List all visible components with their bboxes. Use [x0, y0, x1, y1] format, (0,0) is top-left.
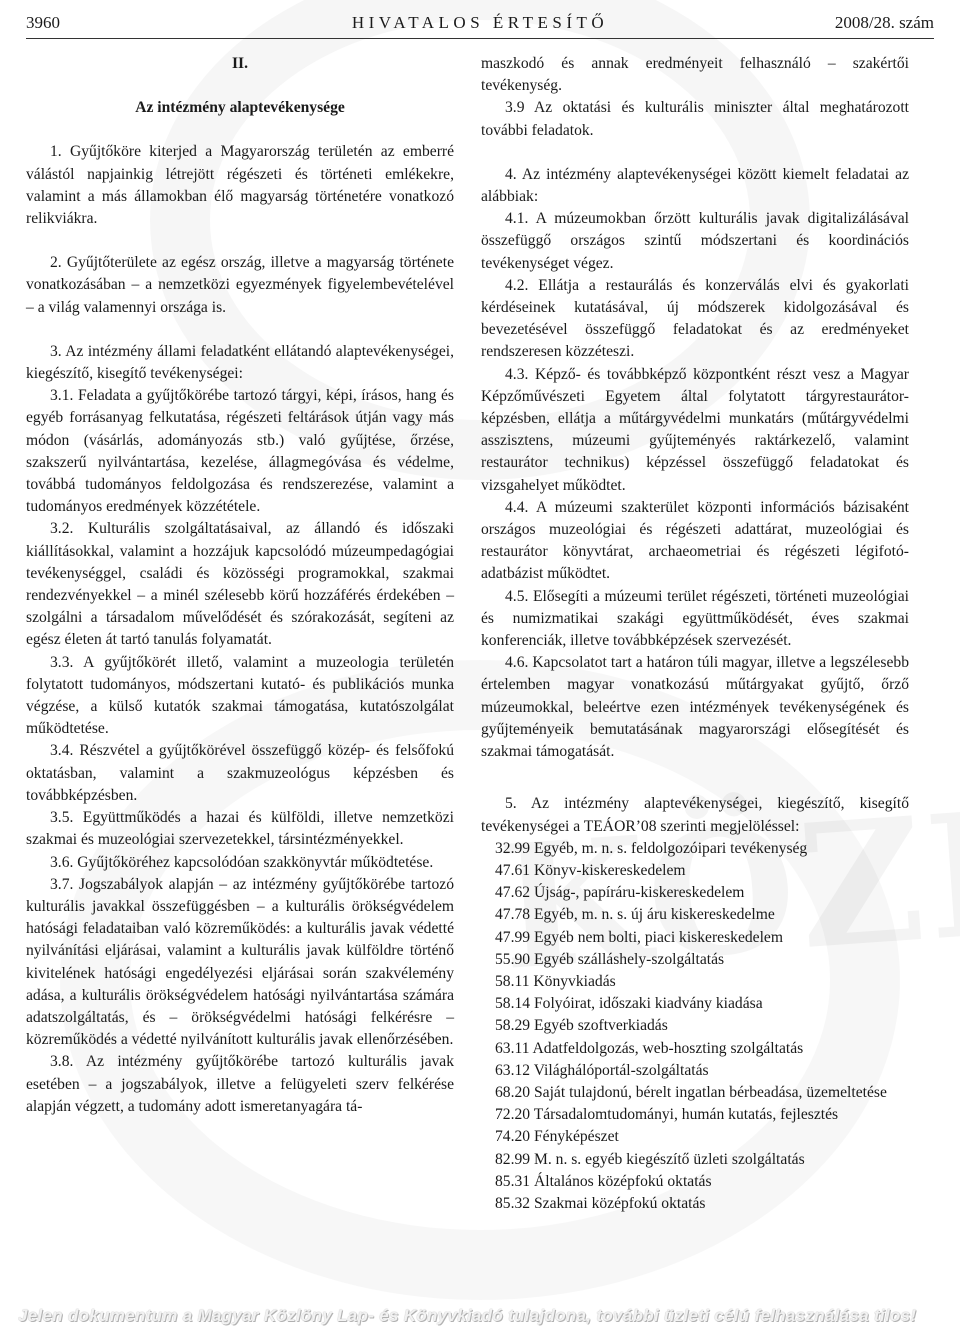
teaor-item: 32.99 Egyéb, m. n. s. feldolgozóipari tevékenység [495, 839, 808, 857]
paragraph-3-8-continued: maszkodó és annak eredményeit felhasználó – szakértői tevékenység. [481, 55, 909, 95]
paragraph-5: 5. Az intézmény alaptevékenységei, kiegészítő, kisegítő tevékenységei a TEÁOR’08 szerinti megjelöléssel: [481, 795, 909, 835]
paragraph-3-7: 3.7. Jogszabályok alapján – az intézmény gyűjtőkörébe tartozó kulturális javakkal összefüggésben – a kulturális örökségvédelem hatósági feladataiban való közreműködés: a kulturális javak védetté nyilvánítási eljárásai, valamint a kulturális javak külföldre történő kivitelének hatósági engedélyezési eljárásai során szakvélemény adása, a kulturális örökségvédelem hatósági nyilvántartása számára adatszolgáltatás, és – örökségvédelmi hatósági felkérésre – közreműködés a védetté nyilvánított kulturális javak ellenőrzésében. [26, 875, 454, 1049]
paragraph-4-3: 4.3. Képző- és továbbképző központként részt vesz a Magyar Képzőművészeti Egyetem által folytatott tárgyrestaurátor-képzésben, ellátja a műtárgyvédelmi munkatárs (műtárgyvédelmi asszisztens, múzeumi gyűjteményés raktárkezelő, valamint restaurátor technikus) képzéssel összefüggő feladatokat és vizsgahelyet működtet. [481, 365, 909, 494]
paragraph-3-2: 3.2. Kulturális szolgáltatásaival, az állandó és időszaki kiállításokkal, valamint a hozzájuk kapcsolódó múzeumpedagógiai tevékenységgel, családi és közösségi programokkal, szakmai rendezvényekkel – a minél szélesebb körű hozzáférés érdekében – szolgálni a társadalom művelődését és szórakozását, segíteni az egész életen át tartó tanulás folyamatát. [26, 520, 454, 649]
paragraph-4-6: 4.6. Kapcsolatot tart a határon túli magyar, illetve a legszélesebb értelemben magyar vonatkozású műtárgyakat gyűjtő, őrző múzeumokkal, beleértve ezen intézmények tevékenységének és gyűjteményeik bemutatásának magyarországi elősegítését és szakmai támogatását. [481, 654, 909, 761]
footer-watermark: Jelen dokumentum a Magyar Közlöny Lap- és Könyvkiadó tulajdona, további üzleti célú felhasználása tilos! [18, 1306, 917, 1325]
paragraph-3-3: 3.3. A gyűjtőkörét illető, valamint a muzeologia területén folytatott tudományos, módszertani kutató- és publikációs munka végzése, a külső kutatók szakmai támogatása, kutatószolgálat működtetése. [26, 653, 454, 738]
section-number: II. [231, 55, 249, 72]
page-number: 3960 [26, 13, 60, 32]
teaor-item: 72.20 Társadalomtudományi, humán kutatás, fejlesztés [495, 1106, 839, 1124]
paragraph-3: 3. Az intézmény állami feladatként ellátandó alaptevékenységei, kiegészítő, kisegítő tevékenységei: [26, 342, 454, 383]
issue-number: 2008/28. szám [834, 13, 934, 32]
paragraph-1: 1. Gyűjtőköre kiterjed a Magyarország területén az emberré válástól napjainkig létrejött régészeti és történeti emlékekre, valamint a más államokban élő magyarság történetére vonatkozó relikviákra. [26, 143, 454, 228]
section-title: Az intézmény alaptevékenysége [135, 99, 345, 117]
paragraph-3-1: 3.1. Feladata a gyűjtőkörébe tartozó tárgyi, képi, írásos, hang és egyéb forrásanyag felkutatása, régészeti feltárások útján vagy más módon (vásárlás, adományozás stb.) való gyűjtése, őrzése, szakszerű nyilvántartása, kezelése, állagmegóvása és védelme, továbbá tudományos feldolgozása és rendszerezése, valamint a tudományos eredmények közzététele. [26, 387, 454, 516]
teaor-item: 63.11 Adatfeldolgozás, web-hoszting szolgáltatás [495, 1039, 804, 1057]
paragraph-2: 2. Gyűjtőterülete az egész ország, illetve a magyarság története vonatkozásában – a nemzetközi egyezmények figyelembevételével – a világ valamennyi országa is. [26, 254, 454, 316]
paragraph-4-4: 4.4. A múzeumi szakterület központi információs bázisaként országos muzeológiai és régészeti adattárat, muzeológiai és restaurátor könyvtárat, archaeometriai és régészeti légifotó-adatbázist működtet. [481, 498, 909, 583]
teaor-item: 82.99 M. n. s. egyéb kiegészítő üzleti szolgáltatás [495, 1150, 805, 1168]
teaor-item: 74.20 Fényképészet [495, 1128, 619, 1146]
paragraph-3-5: 3.5. Együttműködés a hazai és külföldi, illetve nemzetközi szakmai és muzeológiai szervezetekkel, társintézményekkel. [26, 809, 454, 849]
paragraph-4-1: 4.1. A múzeumokban őrzött kulturális javak digitalizálásával összefüggő országos szintű módszertani és koordinációs tevékenységet végez. [481, 210, 909, 272]
teaor-item: 47.62 Újság-, papíráru-kiskereskedelem [495, 884, 745, 902]
paragraph-4-2: 4.2. Ellátja a restaurálás és konzerválás elvi és gyakorlati kérdéseinek kutatásával, új módszerek kidolgozásával és bevezetésével összefüggő feladatokat és az eredményeket rendszeresen közzéteszi. [481, 276, 909, 361]
paragraph-3-9: 3.9 Az oktatási és kulturális miniszter által meghatározott további feladatok. [481, 99, 909, 139]
paragraph-4: 4. Az intézmény alaptevékenységei között kiemelt feladatai az alábbiak: [481, 165, 909, 206]
teaor-item: 47.99 Egyéb nem bolti, piaci kiskereskedelem [495, 928, 783, 946]
teaor-item: 55.90 Egyéb szálláshely-szolgáltatás [495, 950, 725, 968]
teaor-item: 63.12 Világhálóportál-szolgáltatás [495, 1061, 709, 1079]
left-column [26, 53, 454, 1118]
teaor-item: 85.31 Általános középfokú oktatás [495, 1172, 712, 1190]
teaor-item: 68.20 Saját tulajdonú, bérelt ingatlan bérbeadása, üzemeltetése [495, 1083, 887, 1101]
teaor-item: 47.61 Könyv-kiskereskedelem [495, 861, 686, 879]
teaor-item: 47.78 Egyéb, m. n. s. új áru kiskereskedelme [495, 906, 775, 924]
right-column [481, 53, 909, 1215]
paragraph-4-5: 4.5. Elősegíti a múzeumi terület régészeti, történeti muzeológiai és numizmatikai szakági együttműködését, éves szakmai konferenciák, illetve továbbképzések szervezését. [481, 587, 909, 650]
teaor-list [481, 838, 909, 1215]
teaor-item: 58.11 Könyvkiadás [495, 972, 616, 990]
teaor-item: 85.32 Szakmai középfokú oktatás [495, 1194, 706, 1212]
journal-title: HIVATALOS ÉRTESÍTŐ [351, 13, 609, 32]
paragraph-3-6: 3.6. Gyűjtőköréhez kapcsolódóan szakkönyvtár működtetése. [50, 853, 434, 871]
header-rule [26, 38, 934, 39]
page-header [26, 10, 934, 36]
teaor-item: 58.14 Folyóirat, időszaki kiadvány kiadása [495, 995, 763, 1013]
teaor-item: 58.29 Egyéb szoftverkiadás [495, 1017, 668, 1035]
paragraph-3-4: 3.4. Részvétel a gyűjtőkörével összefüggő közép- és felsőfokú oktatásban, valamint a szakmuzeológus képzésben és továbbképzésben. [26, 742, 454, 804]
paragraph-3-8: 3.8. Az intézmény gyűjtőkörébe tartozó kulturális javak esetében – a jogszabályok, illetve a felügyeleti szerv felkérése alapján végzett, a tudomány adott ismeretanyagára tá- [26, 1053, 454, 1115]
